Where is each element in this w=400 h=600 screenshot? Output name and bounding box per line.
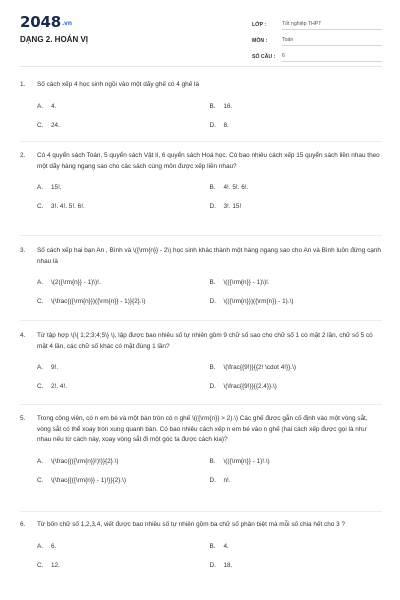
option-b[interactable] (210, 103, 383, 110)
question-stem (20, 80, 382, 91)
meta-row-count (252, 46, 382, 62)
option-text: 2!. 4!. (51, 383, 67, 390)
options (20, 178, 382, 216)
question-text: Có 4 quyển sách Toán, 5 quyển sách Vật lí, 6 quyển sách Hoá học. Có bao nhiêu cách xếp 15 quyển sách liền nhau theo một dãy hàng ngang sao cho các sách cùng môn được xếp liền nhau? (37, 152, 380, 170)
option-text: \(2({\rm{n}} - 1)\)!. (51, 279, 101, 286)
site-logo[interactable] (20, 13, 72, 31)
option-text: \(\frac{{({\rm{n}} - 1)!}}{2}.\) (51, 476, 126, 484)
options (20, 358, 382, 396)
option-letter: A. (37, 102, 44, 110)
option-c[interactable] (37, 383, 210, 390)
option-b[interactable] (210, 279, 383, 286)
option-b[interactable] (210, 364, 383, 371)
option-text: 3!. 15! (223, 203, 242, 210)
option-text: \(\frac{{({\rm{n}}!)!}}{2}.\) (51, 457, 119, 465)
option-b[interactable] (210, 184, 383, 191)
meta-panel (252, 14, 382, 62)
question-stem (20, 520, 382, 531)
question-4 (20, 331, 382, 396)
option-text: 9!. (51, 364, 59, 371)
option-text: n!. (223, 476, 231, 484)
option-letter: B. (209, 279, 216, 286)
meta-value-class: Tốt nghiệp THPT (282, 21, 382, 30)
option-letter: D. (209, 298, 216, 305)
option-letter: D. (209, 476, 216, 484)
option-text: 24. (51, 121, 60, 129)
option-text: 3!. 4!. 5!. 6!. (51, 203, 85, 210)
question-number: 3. (20, 247, 26, 254)
option-d[interactable] (210, 298, 383, 305)
option-c[interactable] (37, 477, 210, 484)
option-text: 4!. 5!. 6!. (223, 184, 249, 191)
option-a[interactable] (37, 279, 210, 286)
option-letter: A. (37, 457, 44, 465)
question-3 (20, 246, 382, 311)
option-c[interactable] (37, 298, 210, 305)
question-text: Số cách xếp 4 học sinh ngồi vào một dãy ghế có 4 ghế là (37, 81, 200, 88)
question-stem (20, 414, 382, 446)
option-text: 12. (51, 561, 60, 569)
option-letter: A. (37, 364, 44, 371)
page-title: DẠNG 2. HOÁN VỊ (20, 35, 89, 44)
option-text: \(({\rm{n}} - 1)\)!. (223, 279, 270, 286)
meta-label-class: LỚP : (252, 22, 267, 28)
question-divider (20, 141, 382, 142)
question-divider (20, 511, 382, 512)
option-letter: B. (209, 542, 216, 550)
option-text: \(\frac{{9!}}{{2! \cdot 4!}}.\) (223, 364, 296, 371)
option-a[interactable] (37, 458, 210, 465)
question-divider (20, 320, 382, 321)
option-d[interactable] (210, 562, 383, 569)
meta-value-subject: Toán (282, 37, 382, 46)
header-divider (20, 66, 382, 67)
option-c[interactable] (37, 203, 210, 210)
option-letter: C. (37, 476, 44, 484)
option-letter: D. (209, 203, 216, 210)
logo-text: 2048 (20, 13, 61, 31)
question-text: Trong công viên, có n em bé và một bàn tròn có n ghế \(({\rm{n}} > 2).\) Các ghế được gắn cố định vào một vòng sắt, vòng sắt có thể xoay tròn xung quanh bàn. Có bao nhiêu cách xếp n em bé vào n ghế (hai cách xếp được gọi là như nhau nếu từ cách này, xoay vòng sắt đi một góc ta được cách kia)? (37, 415, 368, 443)
question-number: 4. (20, 332, 26, 339)
meta-value-count: 6 (282, 53, 382, 62)
question-text: Số cách xếp hai bạn An , Bình và \({\rm{n}} - 2\) học sinh khác thành một hàng ngang sao cho An và Bình luôn đứng cạnh nhau là (37, 247, 381, 265)
question-stem (20, 331, 382, 352)
option-letter: C. (37, 121, 44, 129)
question-number: 2. (20, 152, 26, 159)
options (20, 537, 382, 575)
option-letter: C. (37, 298, 44, 305)
option-letter: D. (209, 561, 216, 569)
option-text: \(({\rm{n}} - 1)!.\) (223, 457, 270, 465)
question-text: Từ bốn chữ số 1,2,3,4, viết được bao nhiêu số tự nhiên gồm ba chữ số phân biệt mà mỗi số chia hết cho 3 ? (37, 521, 346, 528)
option-text: 16. (223, 102, 233, 110)
option-b[interactable] (210, 458, 383, 465)
option-letter: A. (37, 184, 44, 191)
option-letter: B. (209, 102, 216, 110)
option-letter: C. (37, 203, 44, 210)
option-text: \(\frac{({\rm{n}})({\rm{n}} - 1)}{2}.\) (51, 298, 146, 305)
question-divider (20, 235, 382, 236)
option-c[interactable] (37, 122, 210, 129)
options (20, 273, 382, 311)
option-letter: A. (37, 279, 44, 286)
option-a[interactable] (37, 103, 210, 110)
option-a[interactable] (37, 184, 210, 191)
option-text: 15!. (51, 184, 62, 191)
question-divider (20, 404, 382, 405)
logo-suffix: .vn (61, 20, 72, 27)
option-c[interactable] (37, 562, 210, 569)
option-letter: D. (209, 383, 216, 390)
option-text: \(({\rm{n}})({\rm{n}} - 1).\) (223, 298, 294, 305)
question-stem (20, 246, 382, 267)
meta-row-class (252, 14, 382, 30)
meta-row-subject (252, 30, 382, 46)
question-6 (20, 520, 382, 575)
option-d[interactable] (210, 122, 383, 129)
question-2 (20, 151, 382, 216)
question-number: 6. (20, 521, 26, 528)
option-letter: B. (209, 364, 216, 371)
question-text: Từ tập hợp \(\{ 1;2;3;4;5\} \), lập được bao nhiêu số tự nhiên gồm 9 chữ số sao cho chữ số 1 có mặt 2 lần, chữ số 5 có mặt 4 lần, các chữ số khác có mặt đúng 1 lần? (37, 332, 373, 350)
options (20, 452, 382, 490)
option-d[interactable] (210, 477, 383, 484)
meta-label-count: SỐ CÂU : (252, 54, 276, 60)
question-5 (20, 414, 382, 490)
option-text: \(\frac{{9!}}{{2.4}}.\) (223, 383, 277, 390)
meta-label-subject: MÔN : (252, 38, 268, 44)
option-letter: B. (209, 457, 216, 465)
option-text: 6. (51, 542, 57, 550)
option-text: 8. (223, 121, 229, 129)
question-stem (20, 151, 382, 172)
question-number: 1. (20, 81, 26, 88)
question-number: 5. (20, 415, 26, 422)
option-a[interactable] (37, 364, 210, 371)
options (20, 97, 382, 135)
option-letter: B. (209, 184, 216, 191)
option-letter: D. (209, 121, 216, 129)
option-letter: A. (37, 542, 44, 550)
option-text: 18. (223, 561, 233, 569)
option-d[interactable] (210, 383, 383, 390)
option-letter: C. (37, 561, 44, 569)
option-text: 4. (51, 102, 57, 110)
option-text: 4. (223, 542, 229, 550)
option-b[interactable] (210, 543, 383, 550)
question-1 (20, 80, 382, 135)
option-a[interactable] (37, 543, 210, 550)
option-d[interactable] (210, 203, 383, 210)
option-letter: C. (37, 383, 44, 390)
